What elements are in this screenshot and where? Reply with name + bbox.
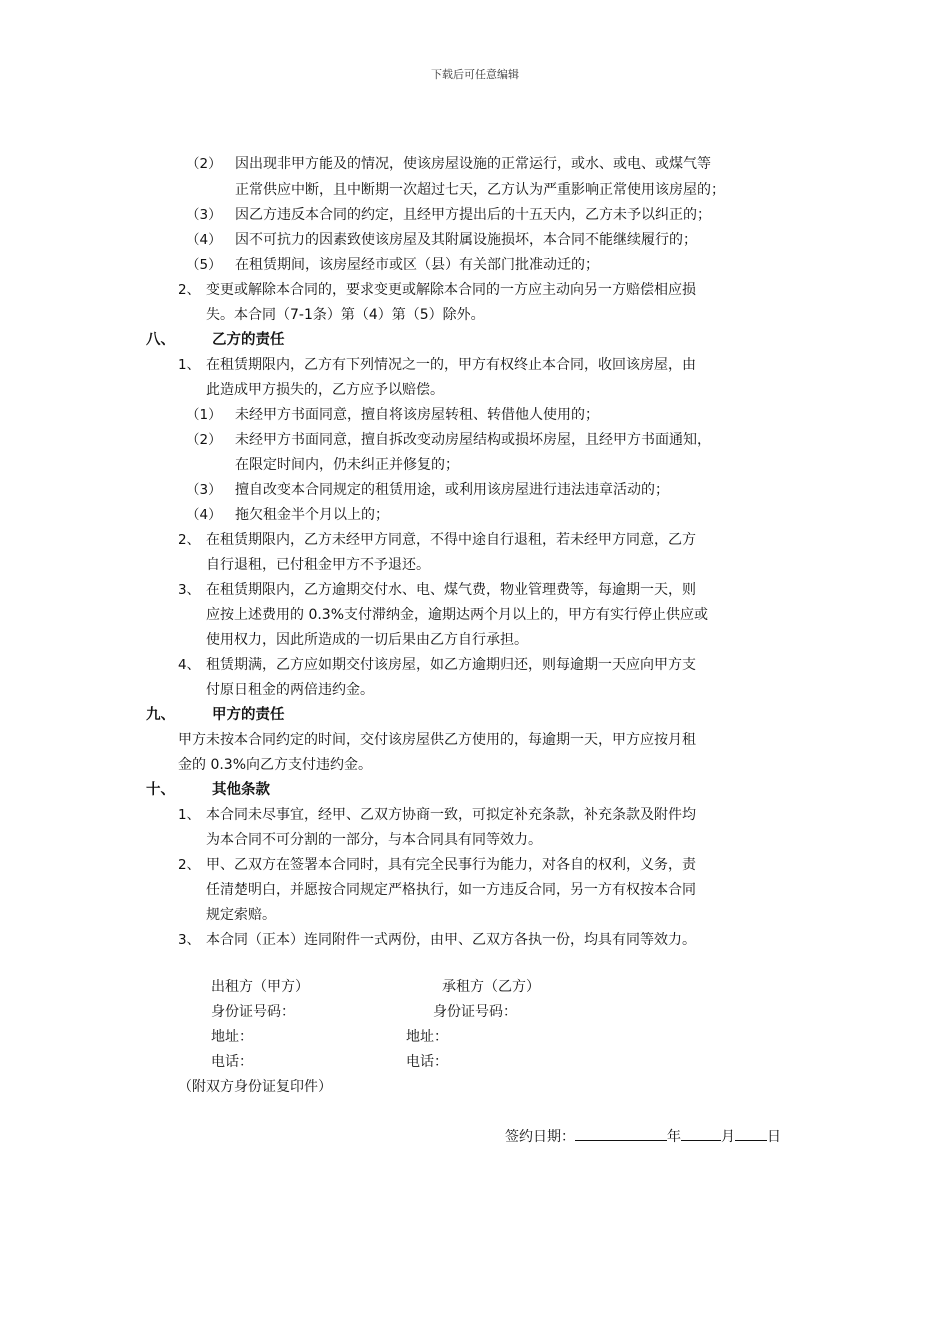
month-blank bbox=[681, 1126, 721, 1141]
item-number: 2、 bbox=[178, 857, 201, 873]
item-number: （3） bbox=[186, 482, 222, 498]
text-line: 为本合同不可分割的一部分，与本合同具有同等效力。 bbox=[206, 832, 542, 848]
text-line: 因出现非甲方能及的情况，使该房屋设施的正常运行，或水、或电、或煤气等 bbox=[235, 156, 711, 172]
text-line: 失。本合同（7-1条）第（4）第（5）除外。 bbox=[206, 307, 485, 323]
lessee-label: 承租方（乙方） bbox=[442, 979, 540, 995]
text-line: 在限定时间内，仍未纠正并修复的； bbox=[235, 457, 459, 473]
text-line: 付原日租金的两倍违约金。 bbox=[206, 682, 374, 698]
day-blank bbox=[735, 1126, 767, 1141]
item-number: （3） bbox=[186, 207, 222, 223]
text-line: 租赁期满，乙方应如期交付该房屋，如乙方逾期归还，则每逾期一天应向甲方支 bbox=[206, 657, 696, 673]
text-line: 因不可抗力的因素致使该房屋及其附属设施损坏，本合同不能继续履行的； bbox=[235, 232, 697, 248]
item-number: （2） bbox=[186, 156, 222, 172]
section-number: 十、 bbox=[146, 782, 175, 798]
text-line: 任清楚明白，并愿按合同规定严格执行，如一方违反合同，另一方有权按本合同 bbox=[206, 882, 696, 898]
text-line: 变更或解除本合同的，要求变更或解除本合同的一方应主动向另一方赔偿相应损 bbox=[206, 282, 696, 298]
text-line: 拖欠租金半个月以上的； bbox=[235, 507, 389, 523]
text-line: 擅自改变本合同规定的租赁用途，或利用该房屋进行违法违章活动的； bbox=[235, 482, 669, 498]
text-line: 在租赁期限内，乙方有下列情况之一的，甲方有权终止本合同，收回该房屋，由 bbox=[206, 357, 696, 373]
text-line: 本合同未尽事宜，经甲、乙双方协商一致，可拟定补充条款，补充条款及附件均 bbox=[206, 807, 696, 823]
item-number: （4） bbox=[186, 507, 222, 523]
text-line: 正常供应中断，且中断期一次超过七天，乙方认为严重影响正常使用该房屋的； bbox=[235, 182, 725, 198]
page-header: 下载后可任意编辑 bbox=[431, 68, 519, 81]
text-line: 在租赁期限内，乙方逾期交付水、电、煤气费，物业管理费等，每逾期一天，则 bbox=[206, 582, 696, 598]
text-line: 此造成甲方损失的，乙方应予以赔偿。 bbox=[206, 382, 444, 398]
text-line: 未经甲方书面同意，擅自拆改变动房屋结构或损坏房屋，且经甲方书面通知， bbox=[235, 432, 711, 448]
text-line: 自行退租，已付租金甲方不予退还。 bbox=[206, 557, 430, 573]
lessee-address-label: 地址： bbox=[406, 1029, 448, 1045]
lessor-phone-label: 电话： bbox=[211, 1054, 253, 1070]
lessor-id-label: 身份证号码： bbox=[211, 1004, 295, 1020]
section-title: 其他条款 bbox=[212, 782, 270, 798]
text-line: 在租赁期间，该房屋经市或区（县）有关部门批准动迁的； bbox=[235, 257, 599, 273]
year-blank bbox=[575, 1126, 667, 1141]
section-title: 甲方的责任 bbox=[212, 707, 285, 723]
sign-date-label: 签约日期： bbox=[505, 1129, 575, 1145]
item-number: 2、 bbox=[178, 282, 201, 298]
item-number: 3、 bbox=[178, 932, 201, 948]
text-line: 规定索赔。 bbox=[206, 907, 276, 923]
sign-date bbox=[505, 1125, 781, 1149]
item-number: 4、 bbox=[178, 657, 201, 673]
lessee-id-label: 身份证号码： bbox=[433, 1004, 517, 1020]
text-line: 应按上述费用的 0.3%支付滞纳金，逾期达两个月以上的，甲方有实行停止供应或 bbox=[206, 607, 709, 623]
year-label: 年 bbox=[667, 1129, 681, 1145]
text-line: 金的 0.3%向乙方支付违约金。 bbox=[178, 757, 373, 773]
day-label: 日 bbox=[767, 1129, 781, 1145]
text-line: 使用权力，因此所造成的一切后果由乙方自行承担。 bbox=[206, 632, 528, 648]
section-title: 乙方的责任 bbox=[212, 332, 285, 348]
attachment-note: （附双方身份证复印件） bbox=[178, 1079, 332, 1095]
text-line: 甲方未按本合同约定的时间，交付该房屋供乙方使用的，每逾期一天，甲方应按月租 bbox=[178, 732, 696, 748]
section-number: 八、 bbox=[146, 332, 175, 348]
section-number: 九、 bbox=[146, 707, 175, 723]
text-line: 因乙方违反本合同的约定，且经甲方提出后的十五天内，乙方未予以纠正的； bbox=[235, 207, 711, 223]
item-number: （1） bbox=[186, 407, 222, 423]
lessor-label: 出租方（甲方） bbox=[211, 979, 309, 995]
text-line: 甲、乙双方在签署本合同时，具有完全民事行为能力，对各自的权利，义务，责 bbox=[206, 857, 696, 873]
item-number: 2、 bbox=[178, 532, 201, 548]
item-number: （4） bbox=[186, 232, 222, 248]
item-number: （2） bbox=[186, 432, 222, 448]
item-number: 3、 bbox=[178, 582, 201, 598]
item-number: 1、 bbox=[178, 807, 201, 823]
lessor-address-label: 地址： bbox=[211, 1029, 253, 1045]
item-number: （5） bbox=[186, 257, 222, 273]
item-number: 1、 bbox=[178, 357, 201, 373]
text-line: 本合同（正本）连同附件一式两份，由甲、乙双方各执一份，均具有同等效力。 bbox=[206, 932, 696, 948]
month-label: 月 bbox=[721, 1129, 735, 1145]
text-line: 在租赁期限内，乙方未经甲方同意，不得中途自行退租，若未经甲方同意，乙方 bbox=[206, 532, 696, 548]
lessee-phone-label: 电话： bbox=[406, 1054, 448, 1070]
text-line: 未经甲方书面同意，擅自将该房屋转租、转借他人使用的； bbox=[235, 407, 599, 423]
